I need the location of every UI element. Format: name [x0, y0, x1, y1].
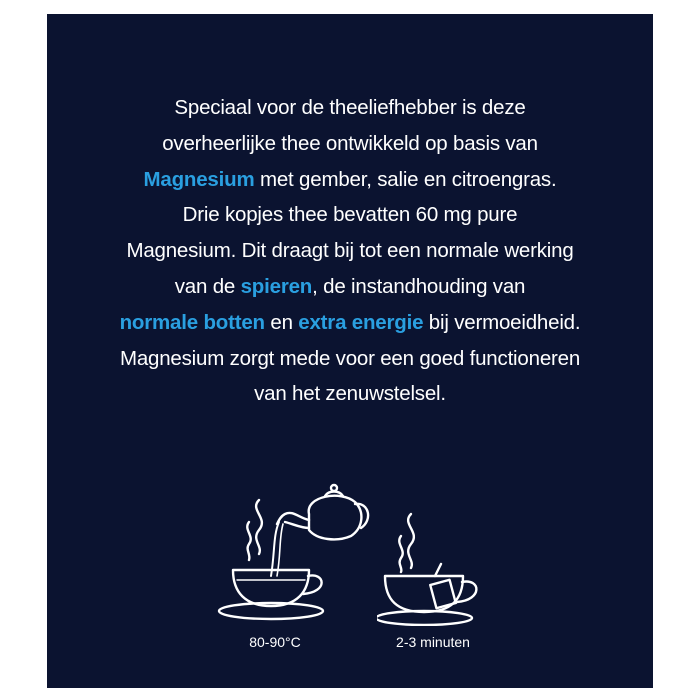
temperature-caption: 80-90°C [249, 634, 301, 650]
description-line: Magnesium. Dit draagt bij tot een normale werking [126, 239, 574, 263]
teapot-pouring-cup-icon [213, 480, 373, 625]
description-line: Speciaal voor de theeliefhebber is deze [174, 96, 526, 119]
cup-with-teabag-icon [377, 504, 487, 626]
description-line: van het zenuwstelsel. [254, 382, 446, 406]
highlight-spieren: spieren [240, 274, 313, 298]
description-line [47, 162, 653, 198]
description-line: overheerlijke thee ontwikkeld op basis van [162, 131, 538, 155]
description-segment: met gember, salie en citroengras. [254, 167, 557, 191]
description-segment: en [264, 310, 299, 334]
description-line [47, 269, 653, 305]
description-line: Drie kopjes thee bevatten 60 mg pure [182, 203, 518, 227]
description-segment: bij vermoeidheid. [423, 310, 581, 334]
description-text [47, 90, 653, 412]
tea-info-panel [47, 14, 653, 688]
highlight-normale-botten: normale botten [119, 310, 265, 334]
description-line [47, 305, 653, 341]
description-segment: , de instandhouding van [312, 274, 526, 298]
highlight-extra-energie: extra energie [298, 310, 424, 334]
highlight-magnesium: Magnesium [143, 167, 255, 191]
steep-time-caption: 2-3 minuten [396, 634, 470, 650]
description-segment: van de [174, 274, 241, 298]
description-line: Magnesium zorgt mede voor een goed functioneren [119, 346, 581, 370]
